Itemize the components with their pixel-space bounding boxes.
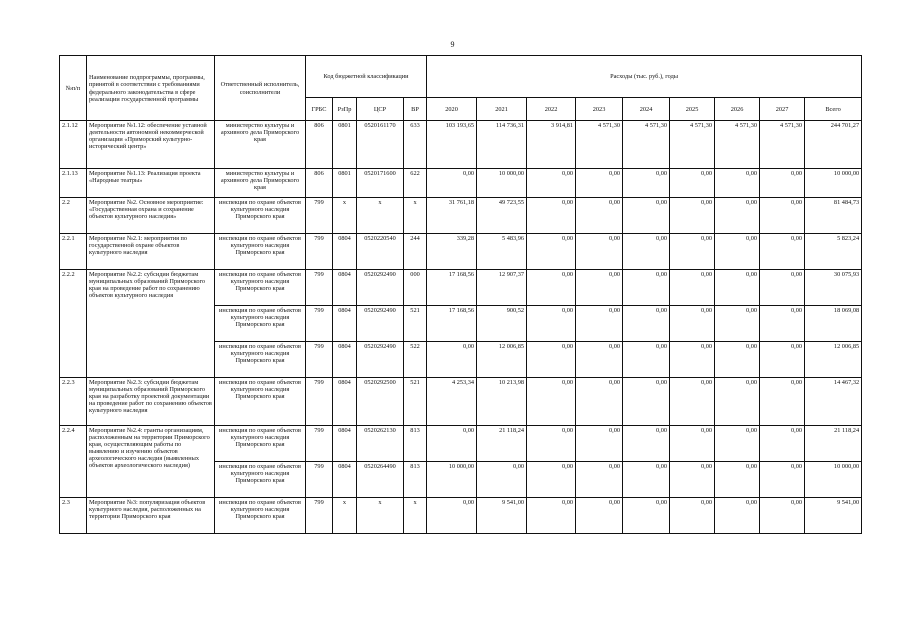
year-value-cell: 0,00 bbox=[715, 270, 760, 306]
header-name: Наименование подпрограммы, программы, принятой в соответствии с требованиями федерального законодательства в сфере реализации государственной программы bbox=[87, 56, 215, 121]
year-value-cell: 4 571,30 bbox=[715, 121, 760, 169]
vr-cell: 521 bbox=[404, 378, 427, 426]
row-name-cell: Мероприятие №2. Основное мероприятие: «Государственная охрана и сохранение объектов культурного наследия» bbox=[87, 198, 215, 234]
header-total: Всего bbox=[805, 98, 862, 121]
header-vr: ВР bbox=[404, 98, 427, 121]
table-row bbox=[60, 198, 862, 234]
total-cell: 18 069,08 bbox=[805, 306, 862, 342]
csr-cell: 0520262130 bbox=[357, 426, 404, 462]
header-budget-code: Код бюджетной классификации bbox=[306, 56, 427, 98]
year-value-cell: 10 213,98 bbox=[477, 378, 527, 426]
year-value-cell: 0,00 bbox=[576, 234, 623, 270]
grbs-cell: 799 bbox=[306, 306, 333, 342]
year-value-cell: 0,00 bbox=[576, 169, 623, 198]
header-csr: ЦСР bbox=[357, 98, 404, 121]
vr-cell: 521 bbox=[404, 306, 427, 342]
year-value-cell: 0,00 bbox=[715, 198, 760, 234]
table-row bbox=[60, 270, 862, 306]
year-value-cell: 0,00 bbox=[670, 378, 715, 426]
grbs-cell: 799 bbox=[306, 270, 333, 306]
row-number-cell: 2.2.3 bbox=[60, 378, 87, 426]
csr-cell: 0520292490 bbox=[357, 306, 404, 342]
total-cell: 10 000,00 bbox=[805, 462, 862, 498]
year-value-cell: 0,00 bbox=[623, 462, 670, 498]
budget-table bbox=[59, 55, 862, 534]
year-value-cell: 0,00 bbox=[427, 498, 477, 534]
year-value-cell: 0,00 bbox=[576, 198, 623, 234]
header-responsible: Ответственный исполнитель, соисполнители bbox=[215, 56, 306, 121]
header-num: №п/п bbox=[60, 56, 87, 121]
year-value-cell: 0,00 bbox=[715, 378, 760, 426]
year-value-cell: 0,00 bbox=[670, 462, 715, 498]
rzpr-cell: 0804 bbox=[333, 426, 357, 462]
year-value-cell: 4 571,30 bbox=[623, 121, 670, 169]
year-value-cell: 0,00 bbox=[576, 270, 623, 306]
year-value-cell: 0,00 bbox=[576, 306, 623, 342]
responsible-cell: министерство культуры и архивного дела Приморского края bbox=[215, 169, 306, 198]
year-value-cell: 9 541,00 bbox=[477, 498, 527, 534]
vr-cell: 244 bbox=[404, 234, 427, 270]
rzpr-cell: х bbox=[333, 498, 357, 534]
responsible-cell: инспекция по охране объектов культурного наследия Приморского края bbox=[215, 342, 306, 378]
responsible-cell: инспекция по охране объектов культурного наследия Приморского края bbox=[215, 270, 306, 306]
year-value-cell: 0,00 bbox=[760, 234, 805, 270]
row-number-cell: 2.2.2 bbox=[60, 270, 87, 378]
responsible-cell: инспекция по охране объектов культурного наследия Приморского края bbox=[215, 198, 306, 234]
year-value-cell: 0,00 bbox=[760, 270, 805, 306]
year-value-cell: 0,00 bbox=[527, 198, 576, 234]
grbs-cell: 799 bbox=[306, 426, 333, 462]
year-value-cell: 0,00 bbox=[623, 306, 670, 342]
year-value-cell: 0,00 bbox=[527, 270, 576, 306]
year-value-cell: 0,00 bbox=[623, 426, 670, 462]
year-value-cell: 3 914,81 bbox=[527, 121, 576, 169]
vr-cell: 622 bbox=[404, 169, 427, 198]
year-value-cell: 0,00 bbox=[527, 169, 576, 198]
year-value-cell: 0,00 bbox=[715, 426, 760, 462]
table-row bbox=[60, 378, 862, 426]
responsible-cell: инспекция по охране объектов культурного наследия Приморского края bbox=[215, 378, 306, 426]
rzpr-cell: х bbox=[333, 198, 357, 234]
year-value-cell: 0,00 bbox=[527, 234, 576, 270]
rzpr-cell: 0804 bbox=[333, 378, 357, 426]
year-value-cell: 0,00 bbox=[623, 234, 670, 270]
total-cell: 12 006,85 bbox=[805, 342, 862, 378]
header-year: 2020 bbox=[427, 98, 477, 121]
year-value-cell: 4 571,30 bbox=[760, 121, 805, 169]
year-value-cell: 0,00 bbox=[623, 378, 670, 426]
year-value-cell: 4 253,34 bbox=[427, 378, 477, 426]
total-cell: 81 484,73 bbox=[805, 198, 862, 234]
year-value-cell: 31 761,18 bbox=[427, 198, 477, 234]
total-cell: 30 075,93 bbox=[805, 270, 862, 306]
year-value-cell: 0,00 bbox=[670, 198, 715, 234]
vr-cell: 633 bbox=[404, 121, 427, 169]
row-number-cell: 2.3 bbox=[60, 498, 87, 534]
csr-cell: 0520161170 bbox=[357, 121, 404, 169]
rzpr-cell: 0804 bbox=[333, 342, 357, 378]
csr-cell: 0520292490 bbox=[357, 270, 404, 306]
year-value-cell: 0,00 bbox=[670, 234, 715, 270]
year-value-cell: 0,00 bbox=[623, 342, 670, 378]
total-cell: 9 541,00 bbox=[805, 498, 862, 534]
header-year: 2022 bbox=[527, 98, 576, 121]
year-value-cell: 0,00 bbox=[760, 198, 805, 234]
year-value-cell: 0,00 bbox=[670, 169, 715, 198]
year-value-cell: 0,00 bbox=[670, 306, 715, 342]
grbs-cell: 799 bbox=[306, 234, 333, 270]
year-value-cell: 0,00 bbox=[670, 270, 715, 306]
csr-cell: 0520220540 bbox=[357, 234, 404, 270]
header-year: 2023 bbox=[576, 98, 623, 121]
rzpr-cell: 0804 bbox=[333, 270, 357, 306]
year-value-cell: 0,00 bbox=[576, 426, 623, 462]
total-cell: 5 823,24 bbox=[805, 234, 862, 270]
csr-cell: х bbox=[357, 198, 404, 234]
grbs-cell: 799 bbox=[306, 342, 333, 378]
year-value-cell: 0,00 bbox=[670, 498, 715, 534]
year-value-cell: 339,28 bbox=[427, 234, 477, 270]
header-expenses: Расходы (тыс. руб.), годы bbox=[427, 56, 862, 98]
row-number-cell: 2.2 bbox=[60, 198, 87, 234]
year-value-cell: 0,00 bbox=[760, 306, 805, 342]
row-name-cell: Мероприятие №2.4: гранты организациям, расположенным на территории Приморского края, осуществляющим работы по выявлению и изучению объектов археологического наследия (выявленных объектов археологического наследия) bbox=[87, 426, 215, 498]
total-cell: 10 000,00 bbox=[805, 169, 862, 198]
year-value-cell: 4 571,30 bbox=[670, 121, 715, 169]
csr-cell: 0520292500 bbox=[357, 378, 404, 426]
year-value-cell: 0,00 bbox=[623, 169, 670, 198]
header-year: 2026 bbox=[715, 98, 760, 121]
responsible-cell: инспекция по охране объектов культурного наследия Приморского края bbox=[215, 498, 306, 534]
grbs-cell: 799 bbox=[306, 498, 333, 534]
year-value-cell: 0,00 bbox=[477, 462, 527, 498]
year-value-cell: 0,00 bbox=[527, 342, 576, 378]
rzpr-cell: 0804 bbox=[333, 306, 357, 342]
total-cell: 14 467,32 bbox=[805, 378, 862, 426]
year-value-cell: 0,00 bbox=[760, 169, 805, 198]
year-value-cell: 21 118,24 bbox=[477, 426, 527, 462]
csr-cell: х bbox=[357, 498, 404, 534]
year-value-cell: 0,00 bbox=[527, 462, 576, 498]
year-value-cell: 0,00 bbox=[576, 462, 623, 498]
year-value-cell: 12 006,85 bbox=[477, 342, 527, 378]
total-cell: 244 701,27 bbox=[805, 121, 862, 169]
row-name-cell: Мероприятие №2.2: субсидии бюджетам муниципальных образований Приморского края на проведение работ по сохранению объектов культурного наследия bbox=[87, 270, 215, 378]
header-year: 2025 bbox=[670, 98, 715, 121]
row-name-cell: Мероприятие №3: популяризация объектов культурного наследия, расположенных на территории Приморского края bbox=[87, 498, 215, 534]
year-value-cell: 0,00 bbox=[715, 169, 760, 198]
year-value-cell: 0,00 bbox=[527, 498, 576, 534]
header-year: 2027 bbox=[760, 98, 805, 121]
row-name-cell: Мероприятие №2.1: мероприятия по государственной охране объектов культурного наследия bbox=[87, 234, 215, 270]
page-number: 9 bbox=[450, 40, 455, 49]
table-row bbox=[60, 234, 862, 270]
row-name-cell: Мероприятие №1.12: обеспечение уставной деятельности автономной некоммерческой организации «Приморский культурно-исторический центр» bbox=[87, 121, 215, 169]
rzpr-cell: 0804 bbox=[333, 234, 357, 270]
year-value-cell: 5 483,96 bbox=[477, 234, 527, 270]
year-value-cell: 0,00 bbox=[715, 234, 760, 270]
year-value-cell: 0,00 bbox=[576, 342, 623, 378]
year-value-cell: 0,00 bbox=[623, 270, 670, 306]
rzpr-cell: 0801 bbox=[333, 169, 357, 198]
year-value-cell: 0,00 bbox=[623, 198, 670, 234]
year-value-cell: 0,00 bbox=[670, 426, 715, 462]
year-value-cell: 900,52 bbox=[477, 306, 527, 342]
responsible-cell: инспекция по охране объектов культурного наследия Приморского края bbox=[215, 306, 306, 342]
year-value-cell: 0,00 bbox=[427, 426, 477, 462]
responsible-cell: инспекция по охране объектов культурного наследия Приморского края bbox=[215, 462, 306, 498]
year-value-cell: 0,00 bbox=[715, 306, 760, 342]
year-value-cell: 0,00 bbox=[715, 498, 760, 534]
row-name-cell: Мероприятие №2.3: субсидии бюджетам муниципальных образований Приморского края на разработку проектной документации на проведение работ по сохранению объектов культурного наследия bbox=[87, 378, 215, 426]
year-value-cell: 0,00 bbox=[576, 378, 623, 426]
vr-cell: х bbox=[404, 198, 427, 234]
year-value-cell: 114 736,31 bbox=[477, 121, 527, 169]
csr-cell: 0520264490 bbox=[357, 462, 404, 498]
year-value-cell: 0,00 bbox=[760, 462, 805, 498]
row-number-cell: 2.2.1 bbox=[60, 234, 87, 270]
year-value-cell: 0,00 bbox=[427, 169, 477, 198]
rzpr-cell: 0804 bbox=[333, 462, 357, 498]
row-number-cell: 2.1.12 bbox=[60, 121, 87, 169]
grbs-cell: 806 bbox=[306, 169, 333, 198]
row-number-cell: 2.1.13 bbox=[60, 169, 87, 198]
table-row bbox=[60, 121, 862, 169]
vr-cell: 000 bbox=[404, 270, 427, 306]
year-value-cell: 0,00 bbox=[527, 378, 576, 426]
vr-cell: 522 bbox=[404, 342, 427, 378]
responsible-cell: инспекция по охране объектов культурного наследия Приморского края bbox=[215, 426, 306, 462]
header-year: 2021 bbox=[477, 98, 527, 121]
grbs-cell: 799 bbox=[306, 462, 333, 498]
rzpr-cell: 0801 bbox=[333, 121, 357, 169]
header-rzpr: РзПр bbox=[333, 98, 357, 121]
year-value-cell: 0,00 bbox=[576, 498, 623, 534]
table-row bbox=[60, 426, 862, 462]
csr-cell: 0520292490 bbox=[357, 342, 404, 378]
vr-cell: х bbox=[404, 498, 427, 534]
year-value-cell: 0,00 bbox=[715, 342, 760, 378]
grbs-cell: 806 bbox=[306, 121, 333, 169]
year-value-cell: 0,00 bbox=[760, 378, 805, 426]
header-grbs: ГРБС bbox=[306, 98, 333, 121]
total-cell: 21 118,24 bbox=[805, 426, 862, 462]
header-year: 2024 bbox=[623, 98, 670, 121]
table-row bbox=[60, 169, 862, 198]
year-value-cell: 0,00 bbox=[760, 498, 805, 534]
grbs-cell: 799 bbox=[306, 378, 333, 426]
year-value-cell: 4 571,30 bbox=[576, 121, 623, 169]
responsible-cell: инспекция по охране объектов культурного наследия Приморского края bbox=[215, 234, 306, 270]
year-value-cell: 0,00 bbox=[760, 426, 805, 462]
year-value-cell: 17 168,56 bbox=[427, 306, 477, 342]
vr-cell: 813 bbox=[404, 462, 427, 498]
year-value-cell: 0,00 bbox=[427, 342, 477, 378]
year-value-cell: 0,00 bbox=[760, 342, 805, 378]
year-value-cell: 0,00 bbox=[527, 426, 576, 462]
grbs-cell: 799 bbox=[306, 198, 333, 234]
year-value-cell: 17 168,56 bbox=[427, 270, 477, 306]
year-value-cell: 0,00 bbox=[715, 462, 760, 498]
year-value-cell: 0,00 bbox=[670, 342, 715, 378]
year-value-cell: 0,00 bbox=[623, 498, 670, 534]
year-value-cell: 0,00 bbox=[527, 306, 576, 342]
csr-cell: 0520171600 bbox=[357, 169, 404, 198]
year-value-cell: 12 907,37 bbox=[477, 270, 527, 306]
year-value-cell: 103 193,65 bbox=[427, 121, 477, 169]
vr-cell: 813 bbox=[404, 426, 427, 462]
responsible-cell: министерство культуры и архивного дела Приморского края bbox=[215, 121, 306, 169]
row-name-cell: Мероприятие №1.13: Реализация проекта «Народные театры» bbox=[87, 169, 215, 198]
year-value-cell: 10 000,00 bbox=[477, 169, 527, 198]
row-number-cell: 2.2.4 bbox=[60, 426, 87, 498]
year-value-cell: 10 000,00 bbox=[427, 462, 477, 498]
year-value-cell: 49 723,55 bbox=[477, 198, 527, 234]
table-row bbox=[60, 498, 862, 534]
